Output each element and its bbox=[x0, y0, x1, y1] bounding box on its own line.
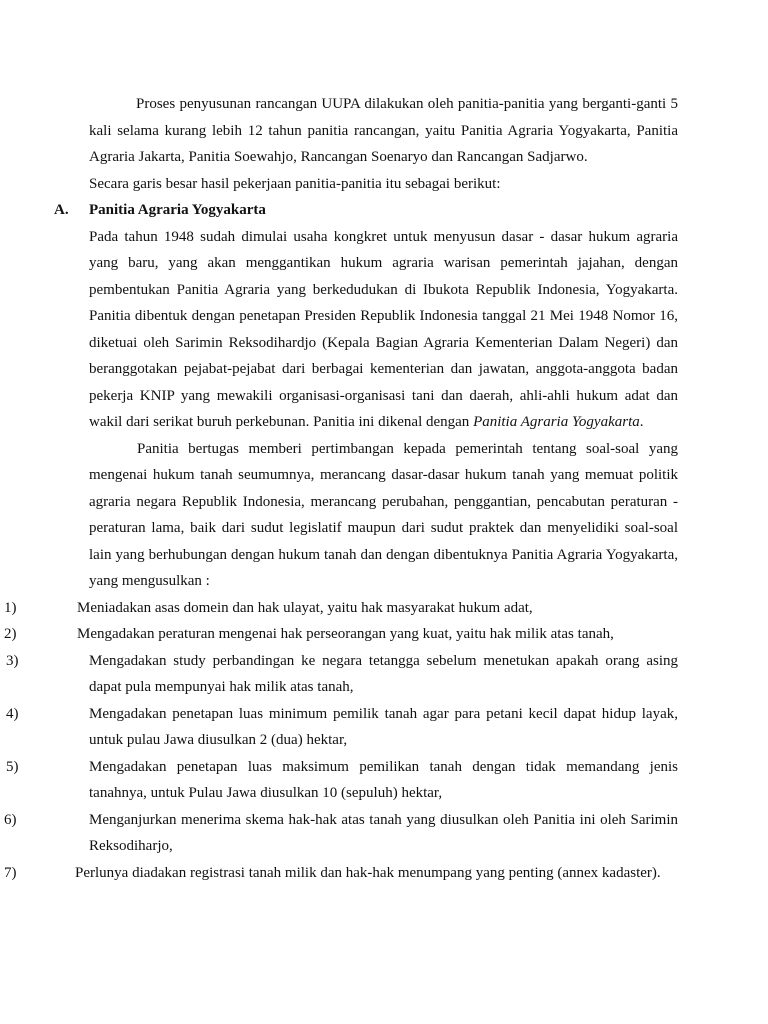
list-item-number: 1) bbox=[4, 599, 17, 616]
section-paragraph-1-text: Pada tahun 1948 sudah dimulai usaha kongkret untuk menyusun dasar - dasar hukum agraria yang baru, yang akan menggantikan hukum agraria warisan pemerintah jajahan, dengan pembentukan Panitia Agraria yang berkedudukan di Ibukota Republik Indonesia, Yogyakarta. Panitia dibentuk dengan penetapan Presiden Republik Indonesia tanggal 21 Mei 1948 Nomor 16, diketuai oleh Sarimin Reksodihardjo (Kepala Bagian Agraria Kementerian Dalam Negeri) dan beranggotakan pejabat-pejabat dari berbagai kementerian dan jawatan, anggota-anggota badan pekerja KNIP yang mewakili organisasi-organisasi tani dan daerah, ahli-ahli hukum adat dan wakil dari serikat buruh perkebunan. Panitia ini dikenal dengan bbox=[89, 228, 678, 430]
list-item-number: 3) bbox=[6, 652, 19, 669]
list-item bbox=[4, 621, 678, 648]
list-item-number: 5) bbox=[6, 758, 19, 775]
section-paragraph-1-end: . bbox=[639, 414, 644, 430]
list-item-text: Mengadakan study perbandingan ke negara tetangga sebelum menetukan apakah orang asing dapat pula mempunyai hak milik atas tanah, bbox=[89, 652, 678, 695]
list-item-number: 7) bbox=[4, 864, 17, 881]
document-body bbox=[4, 91, 678, 886]
section-title: Panitia Agraria Yogyakarta bbox=[89, 202, 266, 218]
section-paragraph-1-italic: Panitia Agraria Yogyakarta bbox=[473, 414, 640, 430]
list-item-text: Mengadakan penetapan luas maksimum pemilikan tanah dengan tidak memandang jenis tanahnya, untuk Pulau Jawa diusulkan 10 (sepuluh) hektar, bbox=[89, 758, 678, 801]
list-item-text: Mengadakan peraturan mengenai hak perseorangan yang kuat, yaitu hak milik atas tanah, bbox=[77, 626, 614, 642]
list-item-text: Meniadakan asas domein dan hak ulayat, yaitu hak masyarakat hukum adat, bbox=[77, 599, 533, 616]
list-item bbox=[4, 595, 678, 622]
section-letter: A. bbox=[54, 202, 69, 218]
section-paragraph-2: Panitia bertugas memberi pertimbangan kepada pemerintah tentang soal-soal yang mengenai hukum tanah seumumnya, merancang dasar-dasar hukum tanah yang memuat politik agraria negara Republik Indonesia, merancang perubahan, penggantian, pencabutan peraturan - peraturan lama, baik dari sudut legislatif maupun dari sudut praktek dan menyelidiki soal-soal lain yang berhubungan dengan hukum tanah dan dengan dibentuknya Panitia Agraria Yogyakarta, yang mengusulkan : bbox=[89, 440, 678, 589]
list-item-text: Mengadakan penetapan luas minimum pemilik tanah agar para petani kecil dapat hidup layak, untuk pulau Jawa diusulkan 2 (dua) hektar, bbox=[89, 705, 678, 748]
list-item bbox=[4, 860, 678, 887]
list-item bbox=[6, 754, 678, 807]
list-item-text: Menganjurkan menerima skema hak-hak atas tanah yang diusulkan oleh Panitia ini oleh Sarimin Reksodiharjo, bbox=[89, 811, 678, 854]
proposal-list bbox=[4, 595, 678, 887]
list-item-number: 6) bbox=[4, 811, 17, 828]
list-item bbox=[6, 648, 678, 701]
list-item-number: 2) bbox=[4, 626, 17, 642]
list-item-number: 4) bbox=[6, 705, 19, 722]
list-item bbox=[6, 701, 678, 754]
section-paragraph-1 bbox=[89, 224, 678, 436]
intro-summary-line: Secara garis besar hasil pekerjaan panitia-panitia itu sebagai berikut: bbox=[89, 175, 501, 192]
intro-paragraph: Proses penyusunan rancangan UUPA dilakukan oleh panitia-panitia yang berganti-ganti 5 kali selama kurang lebih 12 tahun panitia rancangan, yaitu Panitia Agraria Yogyakarta, Panitia Agraria Jakarta, Panitia Soewahjo, Rancangan Soenaryo dan Rancangan Sadjarwo. bbox=[89, 96, 678, 165]
section-heading bbox=[54, 197, 678, 224]
list-item bbox=[4, 807, 678, 860]
list-item-text: Perlunya diadakan registrasi tanah milik dan hak-hak menumpang yang penting (annex kadaster). bbox=[75, 864, 661, 881]
